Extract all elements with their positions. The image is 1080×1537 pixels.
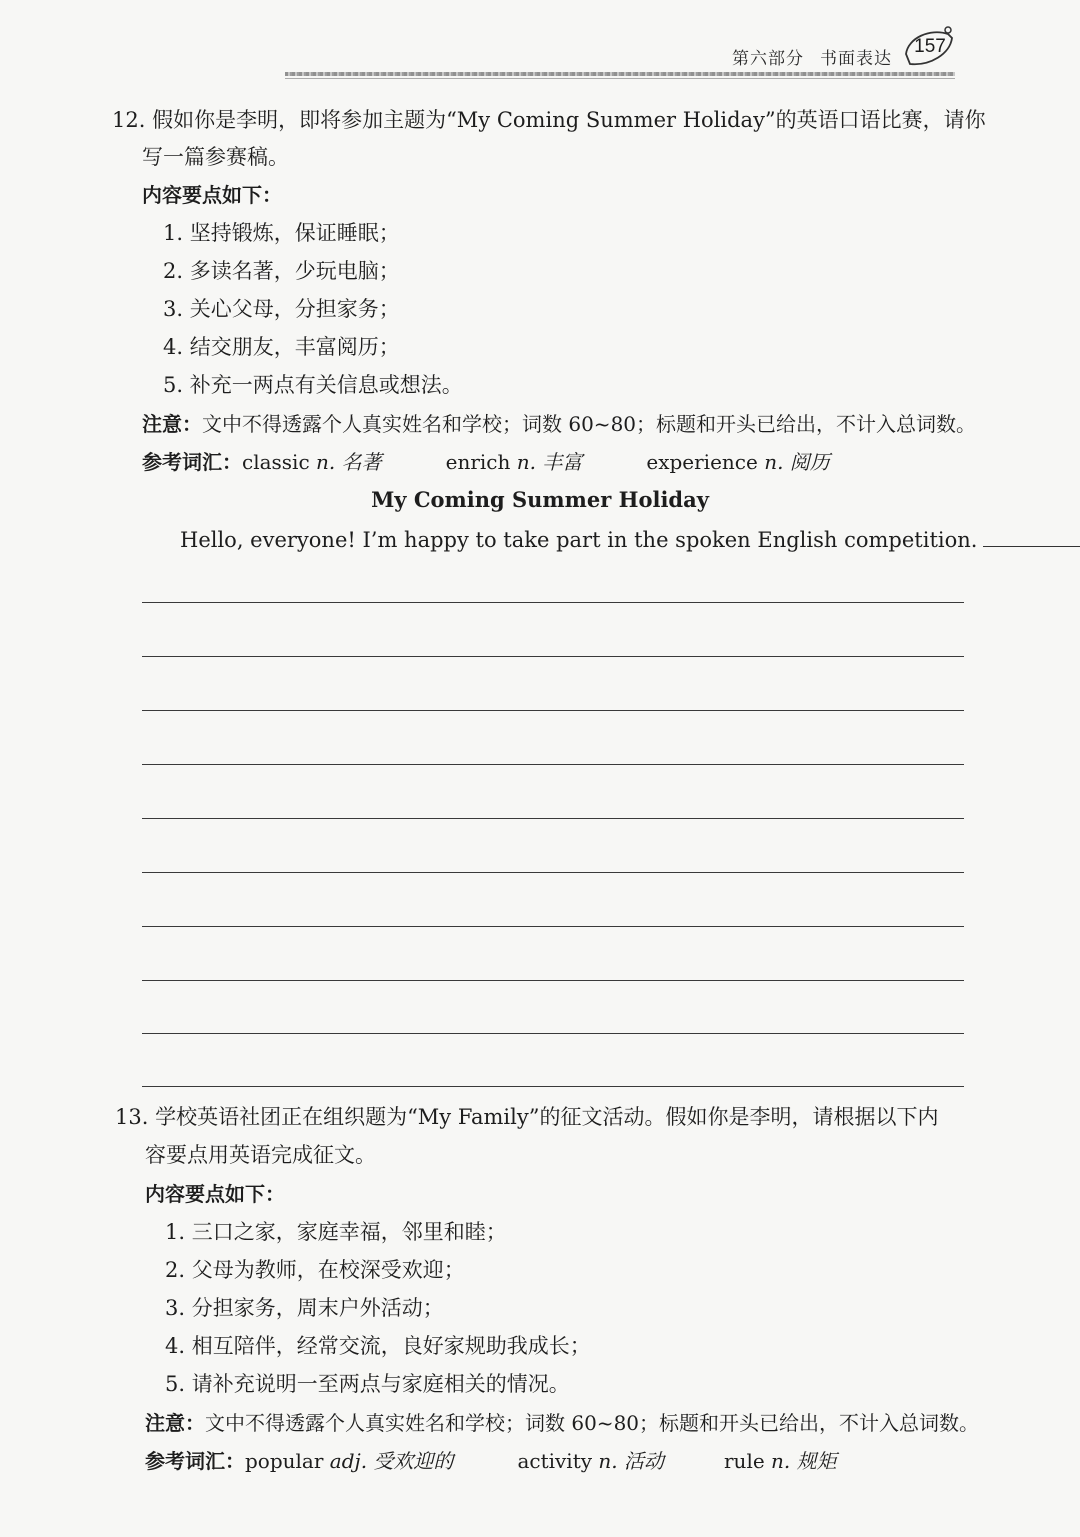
- q12-opening-blank[interactable]: [983, 526, 1080, 547]
- q12-prompt-line1: 12. 假如你是李明，即将参加主题为“My Coming Summer Holiday”的英语口语比赛，请你: [112, 108, 986, 132]
- q12-points-heading: 内容要点如下：: [142, 183, 282, 207]
- q12-prompt-line2: 写一篇参赛稿。: [142, 145, 289, 169]
- page-number: 157: [914, 36, 946, 57]
- header-rule-thin: [285, 78, 955, 79]
- q12-essay-opening: Hello, everyone! I’m happy to take part in the spoken English competition.: [180, 528, 978, 552]
- q13-point-2: 2. 父母为教师，在校深受欢迎；: [165, 1258, 465, 1282]
- q12-point-3: 3. 关心父母，分担家务；: [163, 297, 400, 321]
- q12-vocab-label: 参考词汇：: [142, 450, 242, 474]
- q12-vocab-word-2: enrich: [445, 450, 511, 474]
- q12-vocab-word-1: classic: [242, 450, 310, 474]
- q13-vocab-label: 参考词汇：: [145, 1449, 245, 1473]
- q12-point-2: 2. 多读名著，少玩电脑；: [163, 259, 400, 283]
- header-rule: [285, 72, 955, 76]
- q12-writing-line[interactable]: [142, 1086, 964, 1087]
- q12-note: [142, 410, 976, 438]
- q13-vocab-word-2: activity: [517, 1449, 593, 1473]
- q12-writing-line[interactable]: [142, 764, 964, 765]
- q12-writing-line[interactable]: [142, 926, 964, 927]
- q13-prompt-line1: 13. 学校英语社团正在组织题为“My Family”的征文活动。假如你是李明，请根据以下内: [115, 1105, 939, 1129]
- q12-vocab-meaning-1: 名著: [341, 450, 382, 474]
- q13-point-3: 3. 分担家务，周末户外活动；: [165, 1296, 444, 1320]
- q12-writing-line[interactable]: [142, 1033, 964, 1034]
- q13-note-label: 注意：: [145, 1411, 205, 1435]
- q12-writing-line[interactable]: [142, 980, 964, 981]
- chapter-label: 书面表达: [820, 49, 892, 69]
- q12-writing-line[interactable]: [142, 710, 964, 711]
- q13-vocab-pos-3: n.: [771, 1449, 791, 1473]
- q12-point-5: 5. 补充一两点有关信息或想法。: [163, 373, 463, 397]
- q12-vocab-pos-3: n.: [764, 450, 784, 474]
- q13-vocab: [145, 1447, 837, 1475]
- q12-vocab-pos-2: n.: [516, 450, 536, 474]
- q12-point-1: 1. 坚持锻炼，保证睡眠；: [163, 221, 400, 245]
- q12-vocab-meaning-2: 丰富: [542, 450, 583, 474]
- q13-point-4: 4. 相互陪伴，经常交流，良好家规助我成长；: [165, 1334, 591, 1358]
- q13-note-text: 文中不得透露个人真实姓名和学校；词数 60~80；标题和开头已给出，不计入总词数。: [205, 1411, 980, 1435]
- q13-vocab-meaning-3: 规矩: [796, 1449, 837, 1473]
- q12-point-4: 4. 结交朋友，丰富阅历；: [163, 335, 400, 359]
- q13-vocab-meaning-1: 受欢迎的: [373, 1449, 454, 1473]
- q12-writing-line[interactable]: [142, 818, 964, 819]
- q12-writing-line[interactable]: [142, 602, 964, 603]
- q13-point-1: 1. 三口之家，家庭幸福，邻里和睦；: [165, 1220, 507, 1244]
- q13-vocab-pos-1: adj.: [329, 1449, 368, 1473]
- q13-vocab-word-3: rule: [724, 1449, 765, 1473]
- q13-point-5: 5. 请补充说明一至两点与家庭相关的情况。: [165, 1372, 570, 1396]
- q13-prompt-line2: 容要点用英语完成征文。: [145, 1143, 376, 1167]
- q12-note-label: 注意：: [142, 412, 202, 436]
- q12-vocab-word-3: experience: [646, 450, 758, 474]
- q12-note-text: 文中不得透露个人真实姓名和学校；词数 60~80；标题和开头已给出，不计入总词数。: [202, 412, 977, 436]
- q12-vocab-pos-1: n.: [316, 450, 336, 474]
- section-label: 第六部分: [732, 49, 804, 69]
- q13-vocab-word-1: popular: [245, 1449, 324, 1473]
- q13-vocab-meaning-2: 活动: [624, 1449, 664, 1473]
- q13-note: [145, 1409, 979, 1437]
- q13-vocab-pos-2: n.: [598, 1449, 618, 1473]
- q12-essay-title: My Coming Summer Holiday: [371, 487, 709, 512]
- running-header: [732, 44, 892, 69]
- q12-vocab-meaning-3: 阅历: [789, 450, 830, 474]
- q13-points-heading: 内容要点如下：: [145, 1182, 285, 1206]
- q12-writing-line[interactable]: [142, 656, 964, 657]
- q12-essay-opening-line: [180, 526, 1080, 554]
- q12-vocab: [142, 448, 830, 476]
- q12-writing-line[interactable]: [142, 872, 964, 873]
